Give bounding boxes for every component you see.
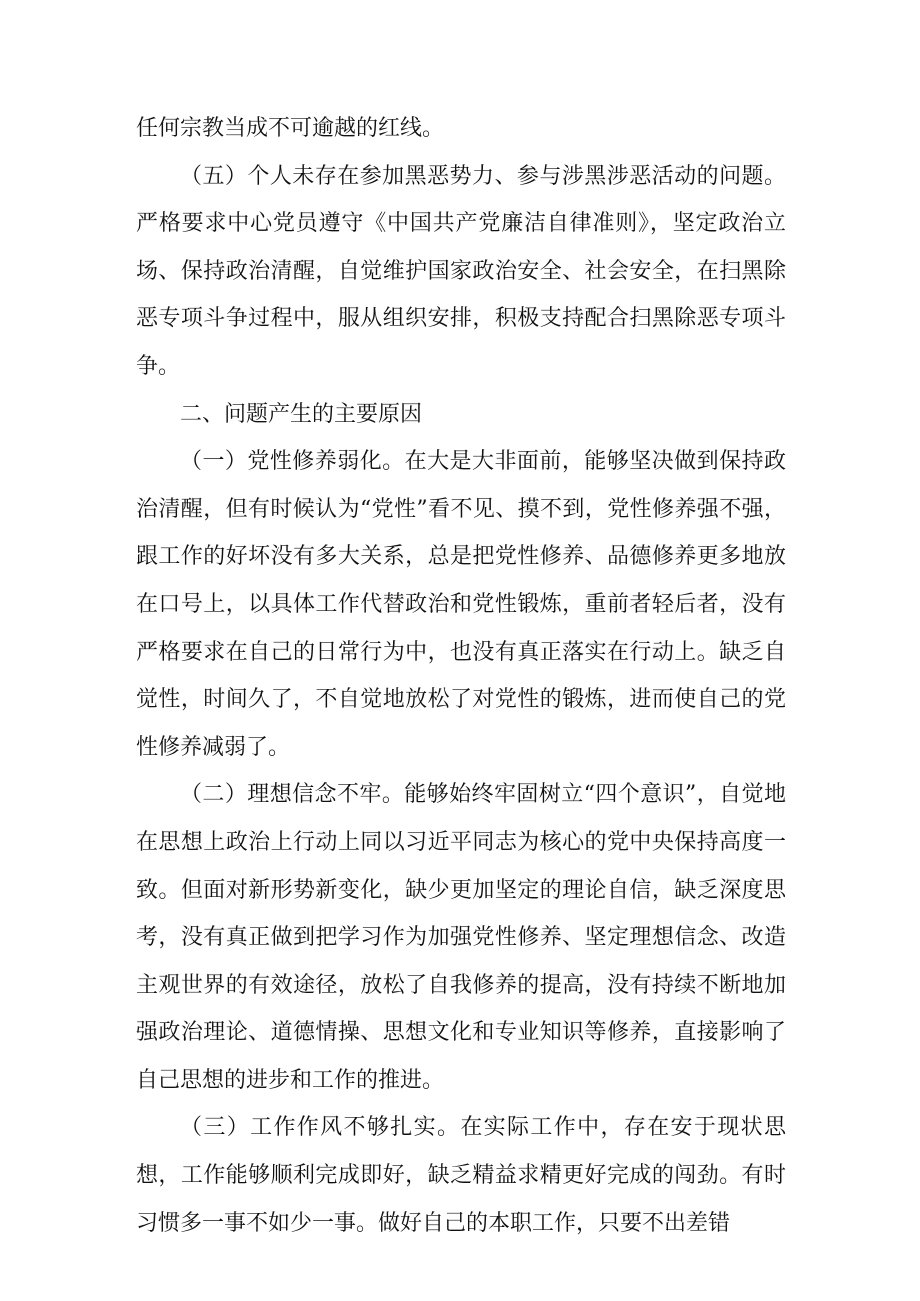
- paragraph-item-two: （二）理想信念不牢。能够始终牢固树立“四个意识”，自觉地在思想上政治上行动上同以习近平同志为核心的党中央保持高度一致。但面对新形势新变化，缺少更加坚定的理论自信，缺乏深度思考，没有真正做到把学习作为加强党性修养、坚定理想信念、改造主观世界的有效途径，放松了自我修养的提高，没有持续不断地加强政治理论、道德情操、思想文化和专业知识等修养，直接影响了自己思想的进步和工作的推进。: [136, 782, 786, 1093]
- paragraph-item-three: （三）工作作风不够扎实。在实际工作中，存在安于现状思想，工作能够顺利完成即好，缺乏精益求精更好完成的闯劲。有时习惯多一事不如少一事。做好自己的本职工作，只要不出差错: [136, 1115, 786, 1236]
- paragraph-item-five: （五）个人未存在参加黑恶势力、参与涉黑涉恶活动的问题。严格要求中心党员遵守《中国共产党廉洁自律准则》，坚定政治立场、保持政治清醒，自觉维护国家政治安全、社会安全，在扫黑除恶专项斗争过程中，服从组织安排，积极支持配合扫黑除恶专项斗争。: [136, 163, 786, 379]
- document-body: [136, 105, 786, 1247]
- paragraph-continuation: 任何宗教当成不可逾越的红线。: [136, 116, 445, 141]
- section-heading: 二、问题产生的主要原因: [180, 401, 423, 427]
- paragraph-item-one: （一）党性修养弱化。在大是大非面前，能够坚决做到保持政治清醒，但有时候认为“党性”看不见、摸不到，党性修养强不强，跟工作的好坏没有多大关系，总是把党性修养、品德修养更多地放在口号上，以具体工作代替政治和党性锻炼，重前者轻后者，没有严格要求在自己的日常行为中，也没有真正落实在行动上。缺乏自觉性，时间久了，不自觉地放松了对党性的锻炼，进而使自己的党性修养减弱了。: [136, 449, 786, 760]
